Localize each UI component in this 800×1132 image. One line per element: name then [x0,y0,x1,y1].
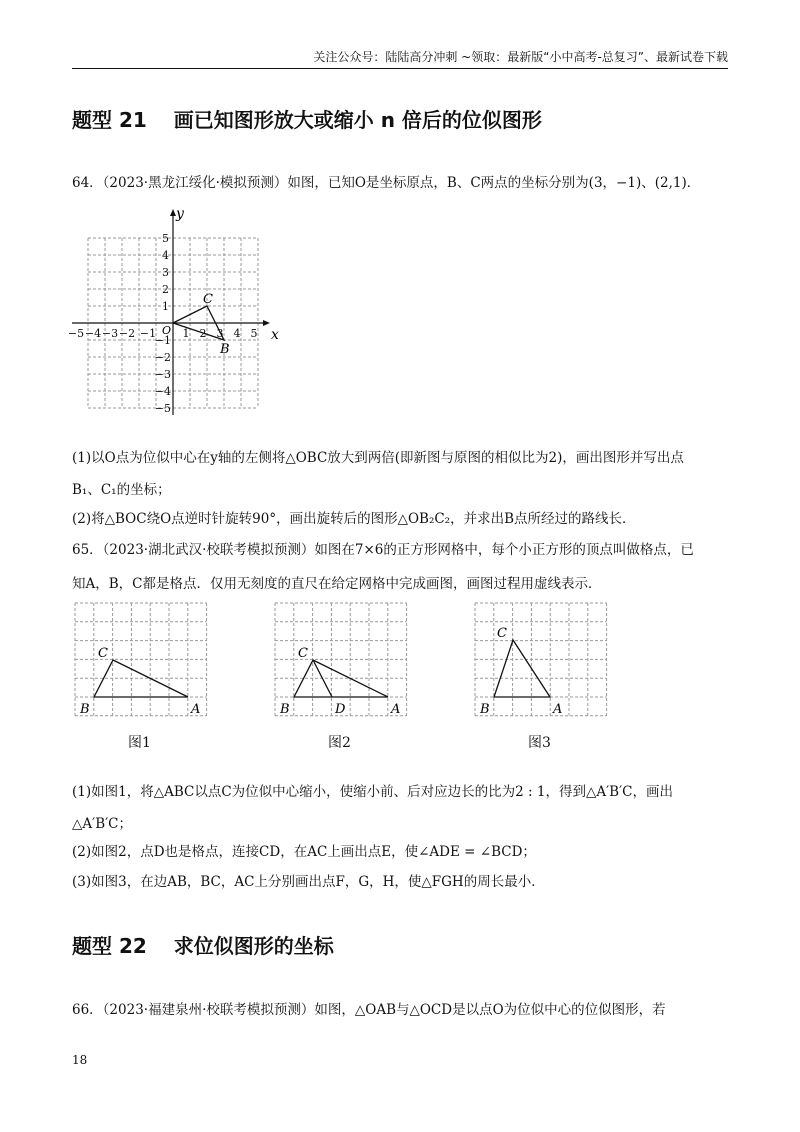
point-c-label: C [298,646,308,661]
x-axis-arrow [263,320,270,326]
y-tick-label: 1 [162,300,169,313]
origin-label: O [162,324,172,337]
y-tick-label: −2 [154,351,171,364]
q65-stem: 65．（2023·湖北武汉·校联考模拟预测）如图在7×6的正方形网格中，每个小正方形的顶点叫做格点，已 [72,542,694,558]
section-title-22: 题型 22 求位似图形的坐标 [72,934,334,958]
point-a-label: A [391,702,401,717]
q65-stem-cont: 知A，B，C都是格点．仅用无刻度的直尺在给定网格中完成画图，画图过程用虚线表示． [72,576,602,592]
page-number: 18 [72,1053,88,1067]
header-divider [72,68,728,69]
q64-part2: (2)将△BOC绕O点逆时针旋转90°，画出旋转后的图形△OB₂C₂，并求出B点所经过的路线长． [72,511,636,527]
q65-figure-1 [72,600,212,720]
q64-part1-cont: B₁、C₁的坐标； [72,482,171,498]
point-c-label: C [98,646,108,661]
y-tick-label: −4 [154,385,171,398]
x-tick-label: −4 [84,327,102,340]
point-a-label: A [191,702,201,717]
x-tick-label: −1 [139,327,157,340]
x-tick-label: −3 [101,327,119,340]
point-c-label: C [203,292,213,307]
x-tick-label: 4 [233,327,241,340]
point-b-label: B [80,702,90,717]
page-header: 关注公众号：陆陆高分冲刺 ~领取：最新版“小中高考-总复习”、最新试卷下载 [313,50,728,64]
y-tick-label: −5 [154,402,171,415]
x-tick-label: 3 [216,327,224,340]
q64-stem: 64．（2023·黑龙江绥化·模拟预测）如图，已知O是坐标原点，B、C两点的坐标分别为(3，−1)、(2,1)． [72,175,701,191]
point-a-label: A [553,702,563,717]
y-tick-label: 5 [162,232,169,245]
x-tick-label: 2 [199,327,207,340]
q66-stem: 66．（2023·福建泉州·校联考模拟预测）如图，△OAB与△OCD是以点O为位似中心的位似图形，若 [72,1002,666,1018]
point-c-label: C [497,626,507,641]
point-d-label: D [335,702,346,717]
q65-part2: (2)如图2，点D也是格点，连接CD，在AC上画出点E，使∠ADE = ∠BCD； [72,844,536,860]
point-b-label: B [480,702,490,717]
y-tick-label: 3 [162,266,169,279]
q64-coordinate-graph [67,203,285,418]
q64-part1: (1)以O点为位似中心在y轴的左侧将△OBC放大到两倍(即新图与原图的相似比为2)，画出图形并写出点 [72,450,684,466]
x-tick-label: −5 [67,327,85,340]
point-b-label: B [280,702,290,717]
y-tick-label: −1 [154,334,171,347]
y-tick-label: 2 [162,283,169,296]
x-tick-label: 1 [182,327,190,340]
x-tick-label: −2 [118,327,136,340]
q65-part1: (1)如图1，将△ABC以点C为位似中心缩小，使缩小前、后对应边长的比为2 : 1，得到△A′B′C，画出 [72,784,673,800]
q65-part1-cont: △A′B′C； [72,816,133,832]
point-b-label: B [220,342,230,357]
y-tick-label: 4 [162,249,169,262]
q65-figure-3 [472,600,612,720]
figure-1-caption: 图1 [128,735,151,751]
q65-figure-2 [272,600,412,720]
x-axis-label: x [271,327,279,343]
x-tick-label: 5 [250,327,258,340]
q65-part3: (3)如图3，在边AB，BC，AC上分别画出点F，G，H，使△FGH的周长最小． [72,874,545,890]
section-title-21: 题型 21 画已知图形放大或缩小 n 倍后的位似图形 [72,108,542,132]
figure-3-caption: 图3 [528,735,551,751]
triangle-abc [494,640,550,697]
figure-2-caption: 图2 [328,735,351,751]
y-tick-label: −3 [154,368,171,381]
y-axis-label: y [176,206,184,222]
